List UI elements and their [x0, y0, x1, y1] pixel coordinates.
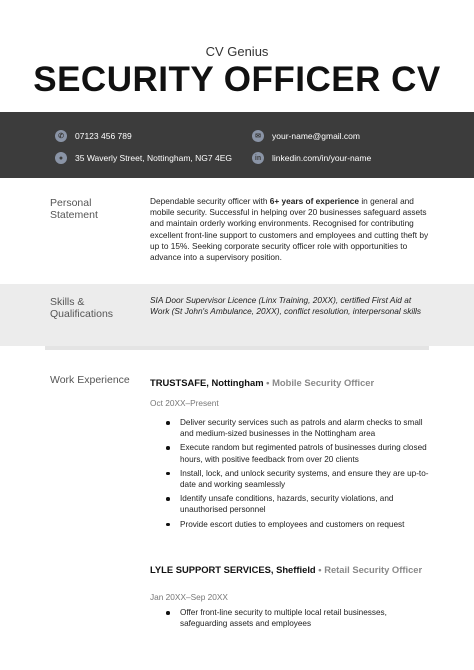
personal-statement-heading: Personal Statement	[50, 197, 98, 221]
phone-icon: ✆	[55, 130, 67, 142]
contact-linkedin	[252, 151, 371, 165]
list-item: Offer front-line security to multiple local retail businesses, safeguarding assets and employees	[150, 607, 430, 629]
location-icon: ●	[55, 152, 67, 164]
statement-text-start: Dependable security officer with	[150, 196, 270, 206]
job-title	[150, 564, 430, 576]
job-role: Retail Security Officer	[324, 564, 423, 575]
job-dates: Jan 20XX–Sep 20XX	[150, 592, 228, 602]
linkedin-text: linkedin.com/in/your-name	[272, 153, 372, 163]
list-item: Identify unsafe conditions, hazards, security violations, and unauthorised personnel	[150, 493, 430, 515]
linkedin-icon: in	[252, 152, 264, 164]
address-text: 35 Waverly Street, Nottingham, NG7 4EG	[75, 153, 232, 163]
title-separator: •	[266, 377, 270, 388]
brand-name: CV Genius	[205, 44, 269, 59]
personal-statement-text	[150, 196, 430, 263]
statement-text-end: in general and mobile security. Successful in helping over 20 businesses safeguard assets and maintain orderly working environments. Recognised for contributing excellent front-line support to customers and employees and cutting theft by up to 15%. Seeking corporate security officer role with opportunities to advance into a supervisory position.	[150, 196, 429, 263]
section-divider	[45, 346, 429, 350]
contact-email	[252, 129, 360, 143]
contact-phone	[55, 129, 132, 143]
list-item: Execute random but regimented patrols of businesses during closed hours, with positive feedback from over 20 clients	[150, 442, 430, 464]
company-name: TRUSTSAFE, Nottingham	[150, 377, 264, 388]
list-item: Deliver security services such as patrols and alarm checks to small and medium-sized businesses in the Nottingham area	[150, 417, 430, 439]
job-role: Mobile Security Officer	[272, 377, 375, 388]
job-dates: Oct 20XX–Present	[150, 398, 219, 408]
job-bullet-list	[150, 417, 430, 533]
contact-bar	[0, 112, 474, 178]
statement-highlight: 6+ years of experience	[269, 196, 360, 206]
page-title: SECURITY OFFICER CV	[33, 60, 441, 99]
email-icon: ✉	[252, 130, 264, 142]
job-bullet-list	[150, 607, 430, 632]
contact-address	[55, 151, 232, 165]
list-item: Install, lock, and unlock security systems, and ensure they are up-to-date and working seamlessly	[150, 468, 430, 490]
company-name: LYLE SUPPORT SERVICES, Sheffield	[150, 564, 316, 575]
work-experience-heading: Work Experience	[50, 374, 130, 386]
job-title	[150, 377, 430, 389]
email-text: your-name@gmail.com	[272, 131, 360, 141]
skills-heading: Skills & Qualifications	[50, 296, 114, 320]
skills-text: SIA Door Supervisor Licence (Linx Training, 20XX), certified First Aid at Work (St John's Ambulance, 20XX), conflict resolution, interpersonal skills	[150, 295, 422, 317]
title-separator: •	[318, 564, 322, 575]
phone-text: 07123 456 789	[75, 131, 132, 141]
list-item: Provide escort duties to employees and customers on request	[150, 519, 430, 530]
